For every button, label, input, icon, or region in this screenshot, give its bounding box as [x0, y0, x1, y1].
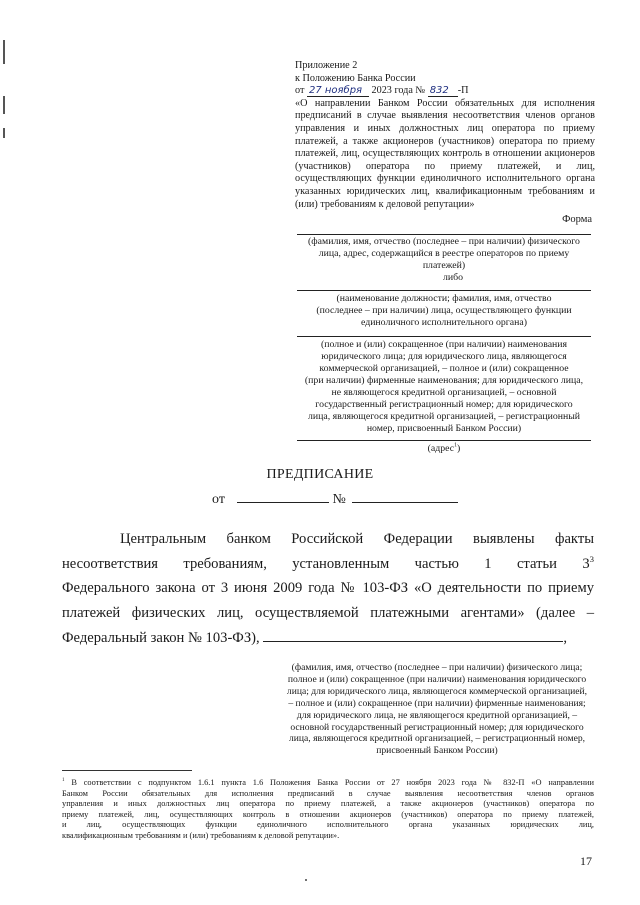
violator-blank — [263, 627, 563, 642]
fill-line — [297, 336, 591, 337]
form-label: Форма — [562, 214, 592, 225]
number-blank — [352, 490, 458, 503]
or-label: либо — [442, 272, 463, 283]
scan-edge-mark — [3, 40, 5, 64]
handwritten-number: 832 — [428, 86, 458, 97]
handwritten-date: 27 ноября — [307, 86, 369, 97]
fill-line — [297, 440, 591, 441]
addressee-field-individual: (фамилия, имя, отчество (последнее – при наличии) физического лица, адрес, содержащийся в реестре операторов по приему платежей) либо — [300, 236, 588, 284]
violator-field-caption: (фамилия, имя, отчество (последнее – при наличии) физического лица; полное и (или) сокращенное (при наличии) наименования юридического лица; для юридического лица, являющегося коммерческой организацией, – полное и (или) сокращенное (при наличии) фирменные наименования; для юридического лица, не являющегося кредитной организацией, – основной государственный регистрационный номер; для юридического лица, являющегося кредитной организацией, – регистрационный номер, присвоенный Банком России) — [286, 662, 588, 757]
appendix-header — [295, 60, 595, 211]
page-number: 17 — [580, 854, 592, 868]
date-blank — [237, 490, 329, 503]
scan-edge-mark — [3, 96, 5, 114]
appendix-line: предписаний в случае выявления несоответствия членов органов — [295, 110, 595, 122]
appendix-line: осуществляющих функции единоличного исполнительного органа — [295, 173, 595, 185]
addressee-field-legal-entity: (полное и (или) сокращенное (при наличии) наименования юридического лица; для юридического лица, являющегося коммерческой организацией, – полное и (или) сокращенное (при наличии) фирменные наименования; для юридического лица, не являющегося кредитной организацией, – основной государственный регистрационный номер; для юридического лица, являющегося кредитной организацией, – регистрационный номер, присвоенный Банком России) — [304, 339, 584, 434]
scan-edge-mark — [3, 128, 5, 138]
appendix-reference: к Положению Банка России — [295, 72, 416, 84]
appendix-date-line: от 27 ноября 2023 года № 832 -П — [295, 85, 469, 97]
appendix-line: указанных юридических лиц, квалификационным требованиям и — [295, 185, 595, 197]
fill-line — [297, 290, 591, 291]
body-paragraph: Центральным банком Российской Федерации выявлены факты несоответствия требованиям, установленным частью 1 статьи $3^3$ Федерального закона от 3 июня 2009 года № 103-ФЗ «О деятельности по приему платежей физических лиц, осуществляемой платежными агентами» (далее – Федеральный закон № 103-ФЗ), , — [62, 531, 594, 646]
footnote-separator — [62, 770, 192, 771]
appendix-title: Приложение 2 — [295, 60, 358, 71]
appendix-line: (или) требованиям к деловой репутации» — [295, 198, 475, 210]
appendix-line: платежей, лиц, осуществляющих контроль в отношении акционеров — [295, 148, 595, 160]
appendix-line: управления и иных должностных лиц оператора по приему — [295, 122, 595, 134]
fill-line — [297, 234, 591, 235]
footnote: $^1$ В соответствии с подпунктом 1.6.1 пункта 1.6 Положения Банка России от 27 ноября 2023 года № 832-П «О направлении Банком России обязательных для исполнения предписаний в случае выявления несоответствия членов органов управления и иных должностных лиц оператора по приему платежей, а также акционеров (участников) оператора по приему платежей, лиц, осуществляющих контроль в отношении акционеров (участников) оператора по приему платежей, и лиц, осуществляющих функции единоличного исполнительного органа указанных юридических лиц, квалификационным требованиям и (или) требованиям к деловой репутации». — [62, 778, 594, 840]
appendix-line: платежей, а также акционеров (участников) оператора по приему — [295, 135, 595, 147]
appendix-line: (участников) оператора по приему платежей, и лиц, — [295, 160, 595, 172]
document-title: ПРЕДПИСАНИЕ — [266, 467, 374, 482]
date-number-line: от № — [212, 490, 458, 508]
addressee-field-officer: (наименование должности; фамилия, имя, отчество (последнее – при наличии) лица, осуществляющего функции единоличного исполнительного органа) — [316, 293, 572, 328]
scan-dot — [305, 879, 307, 881]
appendix-line: «О направлении Банком России обязательных для исполнения — [295, 97, 595, 109]
addressee-field-address: (адрес$^1$) — [427, 442, 461, 454]
